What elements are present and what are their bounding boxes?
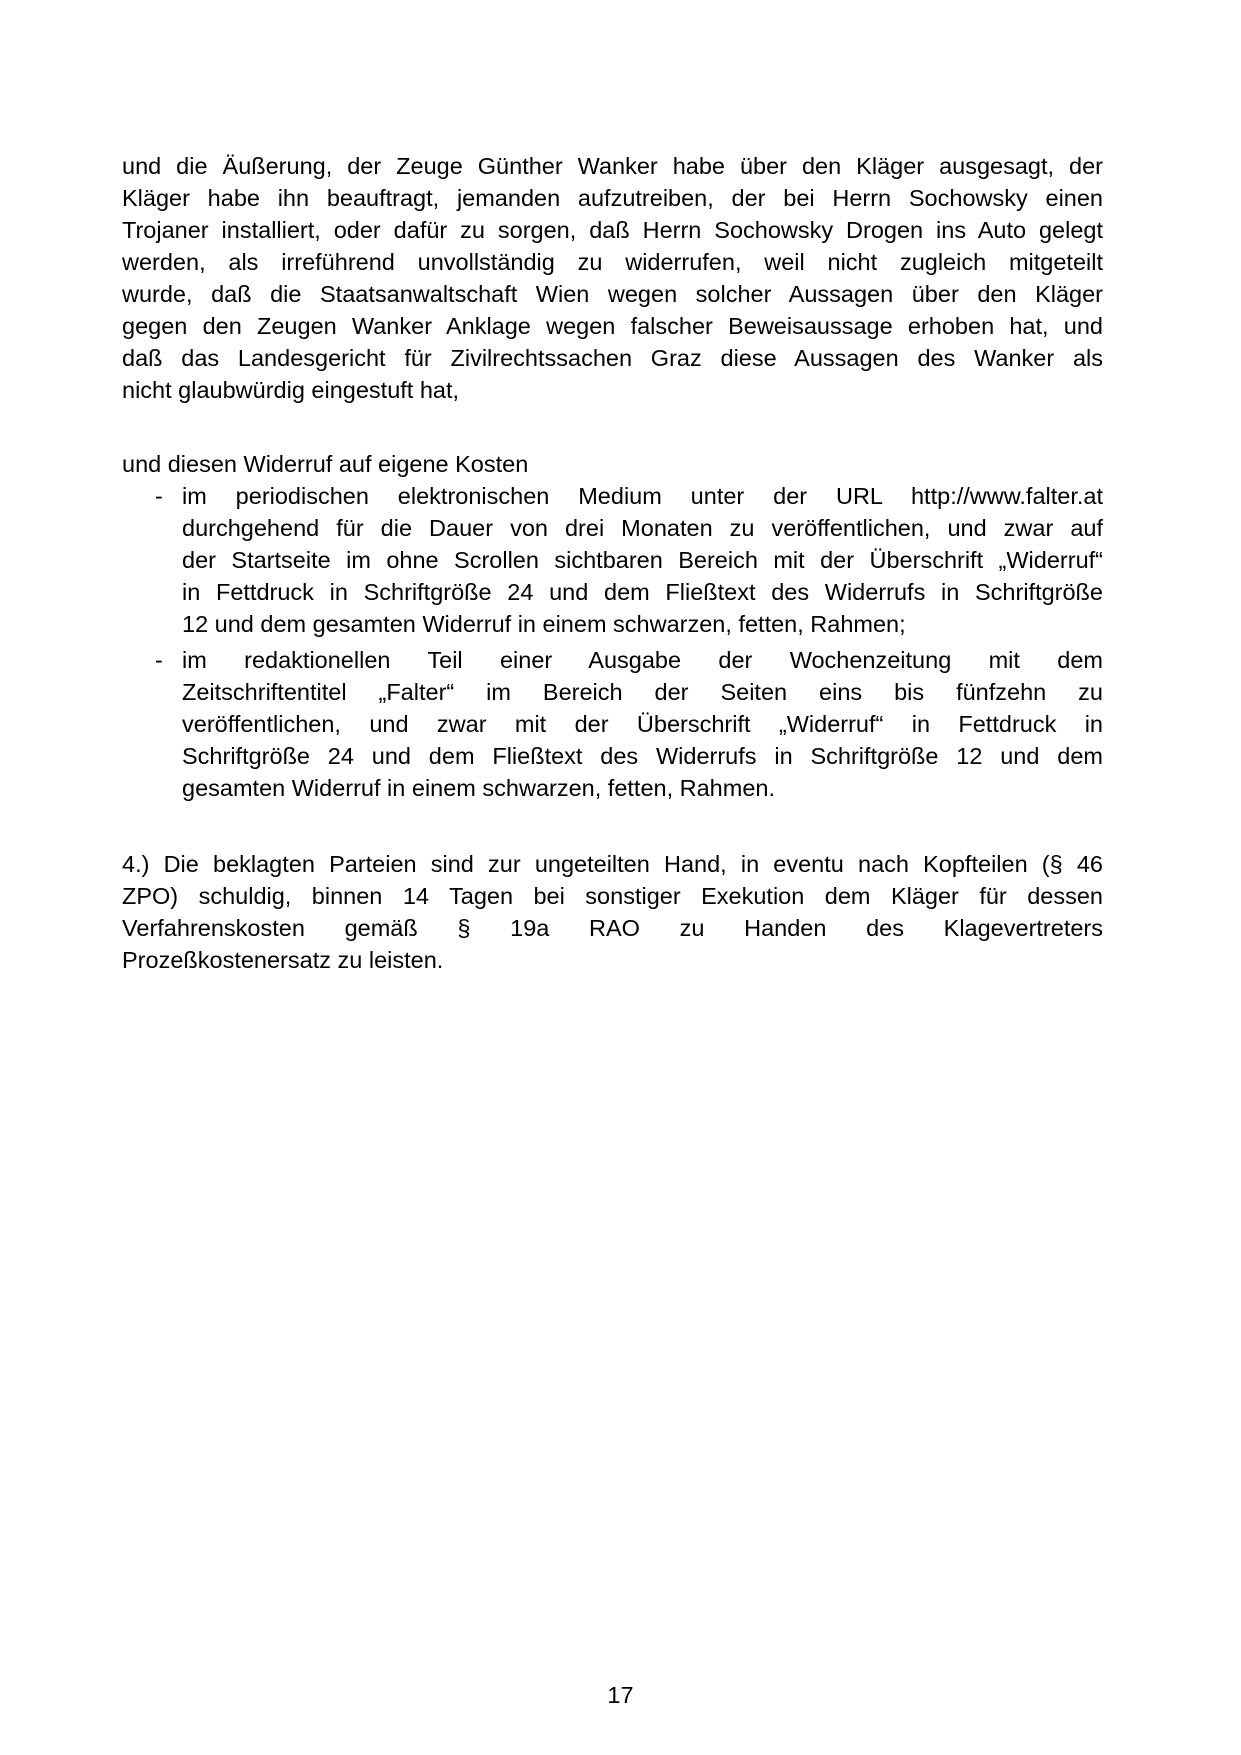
text-line: Schriftgröße 24 und dem Fließtext des Widerrufs in Schriftgröße 12 und dem: [182, 743, 1103, 769]
page-content: [122, 150, 1103, 976]
text-line: und die Äußerung, der Zeuge Günther Wanker habe über den Kläger ausgesagt, der: [122, 153, 1103, 179]
text-line: in Fettdruck in Schriftgröße 24 und dem Fließtext des Widerrufs in Schriftgröße: [182, 579, 1103, 605]
text-line: durchgehend für die Dauer von drei Monaten zu veröffentlichen, und zwar auf: [182, 515, 1103, 541]
text-line: 12 und dem gesamten Widerruf in einem schwarzen, fetten, Rahmen;: [182, 611, 906, 637]
text-line: gesamten Widerruf in einem schwarzen, fetten, Rahmen.: [182, 775, 775, 801]
text-line: veröffentlichen, und zwar mit der Überschrift „Widerruf“ in Fettdruck in: [182, 711, 1103, 737]
text-line: gegen den Zeugen Wanker Anklage wegen falscher Beweisaussage erhoben hat, und: [122, 313, 1103, 339]
text-line: Zeitschriftentitel „Falter“ im Bereich der Seiten eins bis fünfzehn zu: [182, 679, 1103, 705]
text-line: im periodischen elektronischen Medium unter der URL http://www.falter.at: [182, 483, 1103, 509]
text-line: der Startseite im ohne Scrollen sichtbaren Bereich mit der Überschrift „Widerruf“: [182, 547, 1103, 573]
text-line: daß das Landesgericht für Zivilrechtssachen Graz diese Aussagen des Wanker als: [122, 345, 1103, 371]
bullet-marker: -: [155, 647, 163, 673]
text-line: 4.) Die beklagten Parteien sind zur ungeteilten Hand, in eventu nach Kopfteilen (§ 46: [122, 851, 1103, 877]
text-line: und diesen Widerruf auf eigene Kosten: [122, 451, 529, 477]
text-line: Trojaner installiert, oder dafür zu sorgen, daß Herrn Sochowsky Drogen ins Auto gelegt: [122, 217, 1103, 243]
bullet-marker: -: [155, 483, 163, 509]
bullet-item-2: [122, 644, 1103, 804]
paragraph-1: [122, 150, 1103, 406]
page-number: 17: [607, 1682, 634, 1708]
text-line: Verfahrenskosten gemäß § 19a RAO zu Handen des Klagevertreters: [122, 915, 1103, 941]
text-line: Prozeßkostenersatz zu leisten.: [122, 947, 444, 973]
bullet-item-1: [122, 480, 1103, 640]
text-line: ZPO) schuldig, binnen 14 Tagen bei sonstiger Exekution dem Kläger für dessen: [122, 883, 1103, 909]
text-line: wurde, daß die Staatsanwaltschaft Wien wegen solcher Aussagen über den Kläger: [122, 281, 1103, 307]
text-line: Kläger habe ihn beauftragt, jemanden aufzutreiben, der bei Herrn Sochowsky einen: [122, 185, 1103, 211]
text-line: im redaktionellen Teil einer Ausgabe der Wochenzeitung mit dem: [182, 647, 1103, 673]
text-line: nicht glaubwürdig eingestuft hat,: [122, 377, 460, 403]
paragraph-4: [122, 848, 1103, 976]
paragraph-2: [122, 448, 1103, 480]
text-line: werden, als irreführend unvollständig zu widerrufen, weil nicht zugleich mitgeteilt: [122, 249, 1103, 275]
